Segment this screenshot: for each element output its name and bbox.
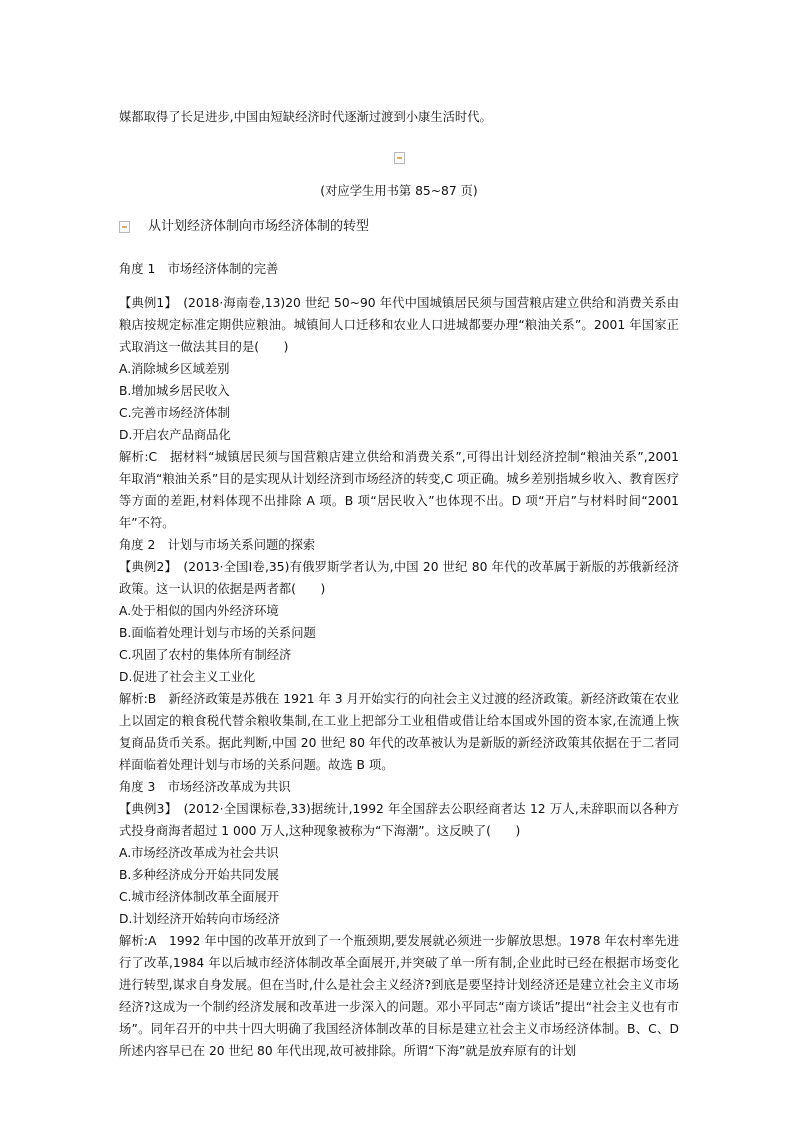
example-2-option: B.面临着处理计划与市场的关系问题 — [119, 626, 316, 640]
example-1-question: 【典例1】 (2018·海南卷,13)20 世纪 50~90 年代中国城镇居民须与国营粮店建立供给和消费关系由粮店按规定标准定期供应粮油。城镇间人口迁移和农业人口进城都要办理“粮油关系”。2001 年国家正式取消这一做法其目的是( ) — [119, 296, 679, 354]
section-title: 从计划经济体制向市场经济体制的转型 — [148, 219, 370, 234]
example-2-analysis: 解析:B 新经济政策是苏俄在 1921 年 3 月开始实行的向社会主义过渡的经济政策。新经济政策在农业上以固定的粮食税代替余粮收集制,在工业上把部分工业租借或借让给本国或外国的资本家,在流通上恢复商品货币关系。据此判断,中国 20 世纪 80 年代的改革被认为是新版的新经济政策其依据在于二者同样面临着处理计划与市场的关系问题。故选 B 项。 — [119, 692, 679, 772]
example-1-option: C.完善市场经济体制 — [119, 406, 230, 420]
example-3-option: C.城市经济体制改革全面展开 — [119, 890, 280, 904]
example-3-option: A.市场经济改革成为社会共识 — [119, 846, 279, 860]
angle-2-title: 角度 2 计划与市场关系问题的探索 — [119, 538, 316, 552]
example-2-option: D.促进了社会主义工业化 — [119, 670, 256, 684]
section-image-icon — [119, 221, 130, 233]
angle-1-title: 角度 1 市场经济体制的完善 — [119, 262, 279, 276]
placeholder-image-icon — [119, 152, 679, 168]
reference-note: (对应学生用书第 85~87 页) — [320, 184, 478, 198]
intro-paragraph: 媒都取得了长足进步,中国由短缺经济时代逐渐过渡到小康生活时代。 — [119, 110, 492, 124]
page-content — [119, 106, 679, 1062]
example-1-analysis: 解析:C 据材料“城镇居民须与国营粮店建立供给和消费关系”,可得出计划经济控制“粮油关系”,2001 年取消“粮油关系”目的是实现从计划经济到市场经济的转变,C 项正确。城乡差别指城乡收入、教育医疗等方面的差距,材料体现不出排除 A 项。B 项“居民收入”也体现不出。D 项“开启”与材料时间“2001 年”不符。 — [119, 450, 679, 530]
angle-3-title: 角度 3 市场经济改革成为共识 — [119, 780, 291, 794]
example-3-question: 【典例3】 (2012·全国课标卷,33)据统计,1992 年全国辞去公职经商者达 12 万人,未辞职而以各种方式投身商海者超过 1 000 万人,这种现象被称为“下海潮”。这反映了( ) — [119, 802, 679, 838]
example-1-option: B.增加城乡居民收入 — [119, 384, 230, 398]
example-2-question: 【典例2】 (2013·全国Ⅰ卷,35)有俄罗斯学者认为,中国 20 世纪 80 年代的改革属于新版的苏俄新经济政策。这一认识的依据是两者都( ) — [119, 560, 679, 596]
example-3-option: B.多种经济成分开始共同发展 — [119, 868, 279, 882]
example-3-analysis: 解析:A 1992 年中国的改革开放到了一个瓶颈期,要发展就必须进一步解放思想。1978 年农村率先进行了改革,1984 年以后城市经济体制改革全面展开,并突破了单一所有制,企业此时已经在根据市场变化进行转型,谋求自身发展。但在当时,什么是社会主义经济?到底是要坚持计划经济还是建立社会主义市场经济?这成为一个制约经济发展和改革进一步深入的问题。邓小平同志“南方谈话”提出“社会主义也有市场”。同年召开的中共十四大明确了我国经济体制改革的目标是建立社会主义市场经济体制。B、C、D 所述内容早已在 20 世纪 80 年代出现,故可被排除。所谓“下海”就是放弃原有的计划 — [119, 934, 679, 1058]
example-2-option: A.处于相似的国内外经济环境 — [119, 604, 279, 618]
section-heading — [119, 216, 679, 238]
example-1-option: A.消除城乡区域差别 — [119, 362, 230, 376]
example-3-option: D.计划经济开始转向市场经济 — [119, 912, 280, 926]
example-1-option: D.开启农产品商品化 — [119, 428, 231, 442]
example-2-option: C.巩固了农村的集体所有制经济 — [119, 648, 292, 662]
